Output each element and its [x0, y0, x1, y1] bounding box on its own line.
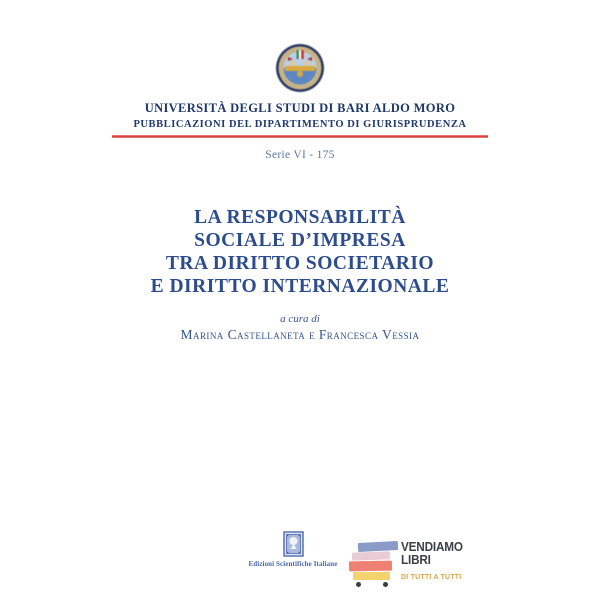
university-name: UNIVERSITÀ DEGLI STUDI DI BARI ALDO MORO [144, 101, 456, 115]
title-line-1: LA RESPONSABILITÀ [194, 207, 406, 228]
publisher-name: Edizioni Scientifiche Italiane [248, 560, 338, 568]
title-line-2: SOCIALE D’IMPRESA [194, 230, 406, 251]
edited-by-label: a cura di [280, 313, 320, 325]
department-publications: PUBBLICAZIONI DEL DIPARTIMENTO DI GIURISPRUDENZA [133, 119, 467, 130]
title-line-4: E DIRITTO INTERNAZIONALE [150, 276, 450, 297]
series-number: Serie VI - 175 [265, 149, 335, 161]
title-line-3: TRA DIRITTO SOCIETARIO [165, 253, 435, 274]
publisher-ornament-icon [283, 531, 304, 557]
book-cart-icon [358, 541, 398, 552]
book-cart-icon [352, 551, 390, 560]
editors-names: Marina Castellaneta e Francesca Vessia [180, 327, 420, 342]
watermark-text [401, 541, 463, 581]
book-cart-icon [353, 572, 390, 580]
vendiamolibri-watermark [346, 540, 471, 592]
watermark-line1: VENDIAMO [401, 540, 463, 554]
cart-wheel-icon [356, 582, 361, 587]
red-divider-rule [112, 135, 488, 138]
watermark-line2: LIBRI [401, 553, 431, 567]
publisher-logo [243, 531, 343, 568]
university-seal-icon [275, 43, 325, 93]
book-title [0, 206, 600, 298]
watermark-tagline: DI TUTTI A TUTTI [401, 572, 462, 581]
cart-wheel-icon [383, 582, 388, 587]
book-cart-icon [349, 561, 392, 572]
